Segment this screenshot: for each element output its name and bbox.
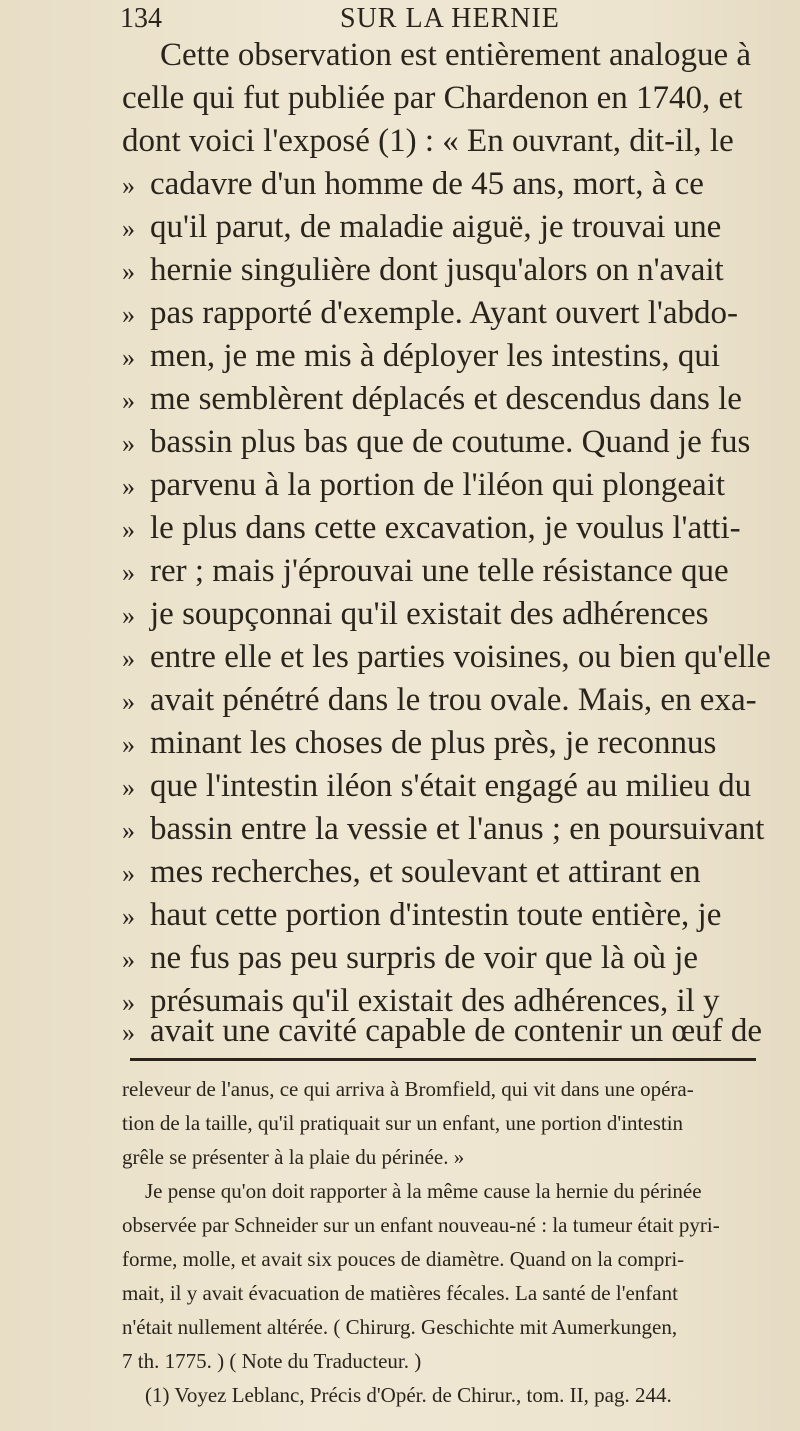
footnote-line: observée par Schneider sur un enfant nouveau-né : la tumeur était pyri- xyxy=(122,1213,720,1237)
quote-mark: » xyxy=(122,687,135,716)
quote-mark: » xyxy=(122,945,135,974)
quote-mark: » xyxy=(122,386,135,415)
text-line: » men, je me mis à déployer les intestins, qui xyxy=(122,335,720,377)
text-line: » qu'il parut, de maladie aiguë, je trouvai une xyxy=(122,206,721,248)
quote-mark: » xyxy=(122,257,135,286)
text-line: » rer ; mais j'éprouvai une telle résistance que xyxy=(122,550,729,592)
footnote-line: (1) Voyez Leblanc, Précis d'Opér. de Chirur., tom. II, pag. 244. xyxy=(145,1383,672,1407)
quote-mark: » xyxy=(122,558,135,587)
quote-mark: » xyxy=(122,988,135,1017)
quote-mark: » xyxy=(122,859,135,888)
text-line: Cette observation est entièrement analogue à xyxy=(160,37,752,73)
footnote-line: Je pense qu'on doit rapporter à la même cause la hernie du périnée xyxy=(145,1179,702,1203)
quote-mark: » xyxy=(122,472,135,501)
footnote-line: tion de la taille, qu'il pratiquait sur un enfant, une portion d'intestin xyxy=(122,1111,684,1135)
text-line: » je soupçonnai qu'il existait des adhérences xyxy=(122,593,709,635)
quote-mark: » xyxy=(122,816,135,845)
text-line: » hernie singulière dont jusqu'alors on n'avait xyxy=(122,249,724,291)
text-line: dont voici l'exposé (1) : « En ouvrant, dit-il, le xyxy=(122,123,734,159)
text-line: » bassin plus bas que de coutume. Quand je fus xyxy=(122,421,750,463)
quote-mark: » xyxy=(122,644,135,673)
text-line: » avait une cavité capable de contenir un œuf de xyxy=(122,1010,762,1052)
text-line: » cadavre d'un homme de 45 ans, mort, à ce xyxy=(122,163,704,205)
text-line: » pas rapporté d'exemple. Ayant ouvert l'abdo- xyxy=(122,292,738,334)
text-line: » minant les choses de plus près, je reconnus xyxy=(122,722,716,764)
text-line: » ne fus pas peu surpris de voir que là où je xyxy=(122,937,698,979)
footnote-line: forme, molle, et avait six pouces de diamètre. Quand on la compri- xyxy=(122,1247,685,1271)
text-line: » bassin entre la vessie et l'anus ; en poursuivant xyxy=(122,808,764,850)
text-line: » mes recherches, et soulevant et attirant en xyxy=(122,851,701,893)
text-line: » entre elle et les parties voisines, ou bien qu'elle xyxy=(122,636,771,678)
quote-mark: » xyxy=(122,171,135,200)
footnote-line: 7 th. 1775. ) ( Note du Traducteur. ) xyxy=(122,1349,422,1373)
quote-mark: » xyxy=(122,773,135,802)
text-line: » le plus dans cette excavation, je voulus l'atti- xyxy=(122,507,741,549)
text-line: » présumais qu'il existait des adhérences, il y xyxy=(122,980,720,1022)
text-line: » avait pénétré dans le trou ovale. Mais, en exa- xyxy=(122,679,757,721)
text-line: » me semblèrent déplacés et descendus dans le xyxy=(122,378,742,420)
quote-mark: » xyxy=(122,601,135,630)
text-line: celle qui fut publiée par Chardenon en 1740, et xyxy=(122,80,743,116)
text-line: » haut cette portion d'intestin toute entière, je xyxy=(122,894,721,936)
quote-mark: » xyxy=(122,515,135,544)
page-number: 134 xyxy=(120,3,162,34)
quote-mark: » xyxy=(122,429,135,458)
footnote-line: grêle se présenter à la plaie du périnée. » xyxy=(122,1145,465,1169)
text-line: » parvenu à la portion de l'iléon qui plongeait xyxy=(122,464,725,506)
quote-mark: » xyxy=(122,902,135,931)
quote-mark: » xyxy=(122,730,135,759)
footnote-divider xyxy=(130,1058,756,1061)
quote-mark: » xyxy=(122,343,135,372)
footnote-line: n'était nullement altérée. ( Chirurg. Geschichte mit Aumerkungen, xyxy=(122,1315,678,1339)
quote-mark: » xyxy=(122,214,135,243)
footnote-line: mait, il y avait évacuation de matières fécales. La santé de l'enfant xyxy=(122,1281,678,1305)
quote-mark: » xyxy=(122,300,135,329)
footnote-line: releveur de l'anus, ce qui arriva à Bromfield, qui vit dans une opéra- xyxy=(122,1077,694,1101)
text-line: » que l'intestin iléon s'était engagé au milieu du xyxy=(122,765,751,807)
quote-mark: » xyxy=(122,1018,135,1047)
running-head: SUR LA HERNIE xyxy=(340,3,560,34)
